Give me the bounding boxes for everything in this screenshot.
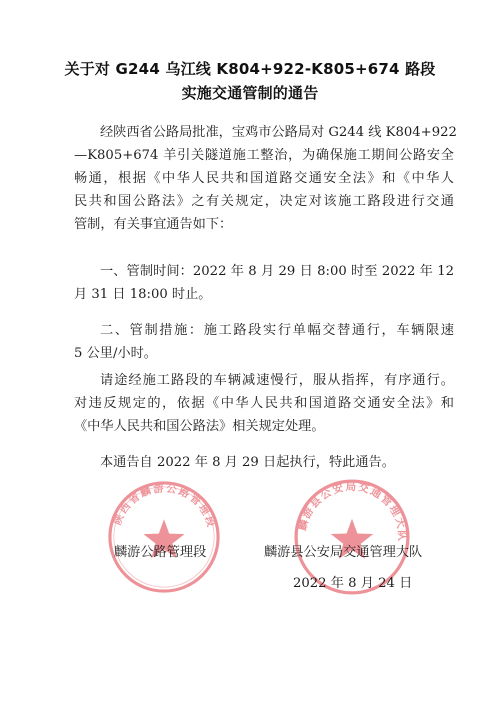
paragraph-line: 二、管制措施：施工路段实行单幅交替通行，车辆限速 (100, 323, 454, 338)
paragraph-approval (74, 121, 457, 236)
paragraph-request (74, 369, 454, 438)
paragraph-line: 月 31 日 18:00 时止。 (74, 287, 212, 302)
paragraph-line: 民共和国公路法》之有关规定，决定对该施工路段进行交通 (74, 194, 454, 209)
paragraph-line: 畅通，根据《中华人民共和国道路交通安全法》和《中华人 (74, 171, 454, 186)
paragraph-line: 经陕西省公路局批准，宝鸡市公路局对 G244 线 K804+922 (100, 125, 457, 140)
paragraph-effective (74, 451, 454, 474)
paragraph-line: 本通告自 2022 年 8 月 29 日起执行，特此通告。 (100, 455, 395, 470)
notice-title-line1: 关于对 G244 乌江线 K804+922-K805+674 路段 (64, 60, 436, 78)
paragraph-line: 《中华人民共和国公路法》相关规定处理。 (74, 419, 325, 434)
seal-ring-text-right: 麟游县公安局交通管理大队 (295, 480, 409, 543)
paragraph-line: 请途经施工路段的车辆减速慢行，服从指挥，有序通行。 (100, 373, 454, 388)
paragraph-line: 5 公里/小时。 (74, 346, 157, 361)
paragraph-line: 对违反规定的，依据《中华人民共和国道路交通安全法》和 (74, 396, 454, 411)
paragraph-line: 一、管制时间：2022 年 8 月 29 日 8:00 时至 2022 年 12 (100, 264, 454, 279)
issue-date: 2022 年 8 月 24 日 (293, 576, 413, 591)
paragraph-control-measures (74, 319, 454, 365)
notice-title-line2: 实施交通管制的通告 (181, 84, 319, 102)
paragraph-line: 管制，有关事宜通告如下： (74, 217, 233, 232)
signature-traffic-police: 麟游县公安局交通管理大队 (264, 545, 423, 560)
official-seal-left (105, 478, 223, 596)
signature-highway-section: 麟游公路管理段 (114, 545, 207, 560)
seal-ring-text-left: 陕西省麟游公路管理段 (111, 482, 218, 531)
paragraph-line: —K805+674 羊引关隧道施工整治，为确保施工期间公路安全 (74, 148, 454, 163)
paragraph-control-time (74, 260, 454, 306)
